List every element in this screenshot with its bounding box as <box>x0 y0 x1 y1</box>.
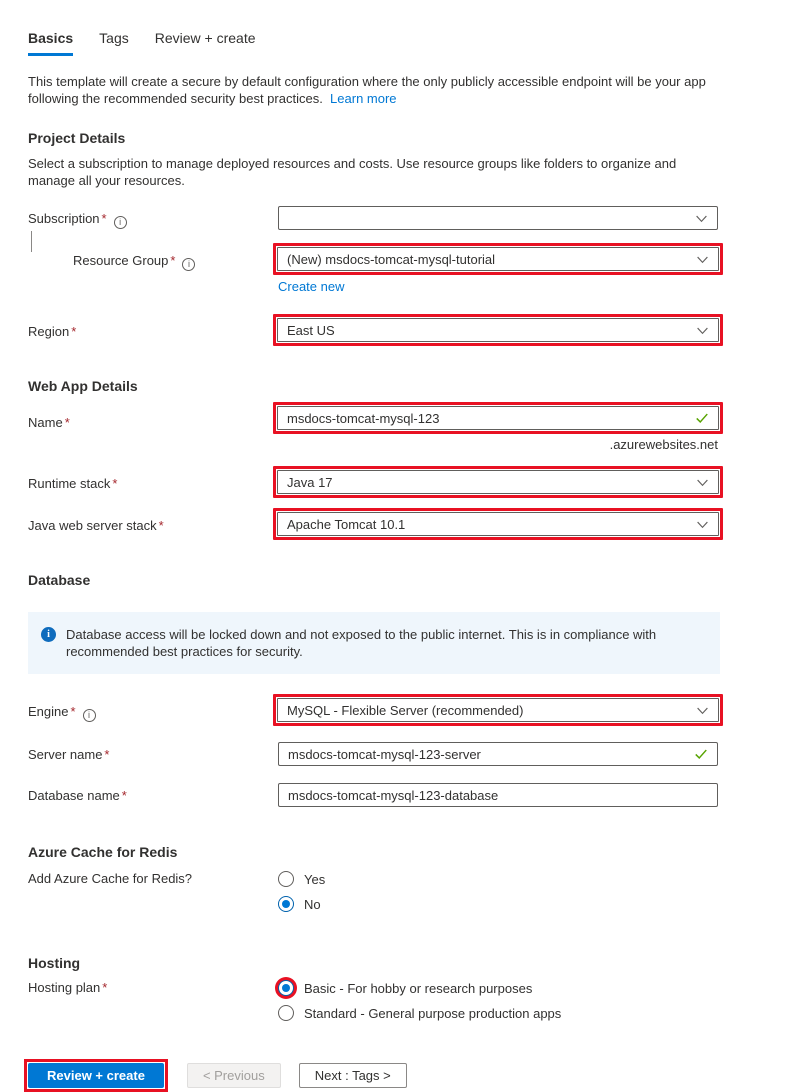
java-stack-row <box>28 513 718 535</box>
runtime-stack-label <box>28 471 278 492</box>
review-create-button[interactable]: Review + create <box>28 1063 164 1088</box>
database-name-row <box>28 783 718 807</box>
required-marker: * <box>170 253 176 268</box>
server-name-label <box>28 742 278 763</box>
required-marker: * <box>101 211 107 226</box>
chevron-down-icon <box>696 324 709 337</box>
chevron-down-icon <box>696 518 709 531</box>
database-heading: Database <box>28 572 91 588</box>
subscription-label <box>28 206 278 229</box>
previous-button[interactable]: < Previous <box>187 1063 281 1088</box>
database-name-label-text: Database name <box>28 788 120 803</box>
name-label <box>28 407 278 431</box>
database-info-text: Database access will be locked down and not exposed to the public internet. This is in compliance with recommended best practices for security. <box>66 627 657 659</box>
region-row <box>28 319 718 341</box>
required-marker: * <box>70 704 76 719</box>
required-marker: * <box>112 476 118 491</box>
radio-selected-annotated-icon[interactable] <box>278 980 294 996</box>
redis-option-yes-label: Yes <box>304 871 326 887</box>
engine-label-text: Engine <box>28 704 69 719</box>
database-name-input[interactable] <box>278 783 718 807</box>
name-annotation <box>273 402 723 434</box>
region-dropdown[interactable] <box>277 318 719 342</box>
chevron-down-icon <box>695 212 708 225</box>
redis-heading: Azure Cache for Redis <box>28 844 178 860</box>
hosting-option-standard[interactable] <box>278 1005 718 1021</box>
chevron-down-icon <box>696 253 709 266</box>
redis-option-no-label: No <box>304 896 321 912</box>
resource-group-dropdown[interactable] <box>277 247 719 271</box>
required-marker: * <box>158 518 164 533</box>
java-stack-value: Apache Tomcat 10.1 <box>287 516 406 532</box>
runtime-stack-dropdown[interactable] <box>277 470 719 494</box>
database-name-value: msdocs-tomcat-mysql-123-database <box>288 787 499 803</box>
hosting-option-basic[interactable] <box>278 980 718 996</box>
redis-question-label-text: Add Azure Cache for Redis? <box>28 871 193 886</box>
hosting-option-basic-label: Basic - For hobby or research purposes <box>304 980 533 996</box>
server-name-row <box>28 742 718 766</box>
required-marker: * <box>121 788 127 803</box>
engine-row <box>28 699 718 722</box>
region-annotation <box>273 314 723 346</box>
web-app-details-heading: Web App Details <box>28 378 138 394</box>
subscription-dropdown[interactable] <box>278 206 718 230</box>
learn-more-link[interactable]: Learn more <box>330 91 397 106</box>
create-new-link[interactable]: Create new <box>278 279 345 294</box>
hosting-plan-radio-group <box>278 978 718 1021</box>
info-icon[interactable]: i <box>83 709 96 722</box>
info-filled-icon: i <box>41 627 56 642</box>
resource-group-row <box>28 248 718 294</box>
tab-review-create[interactable]: Review + create <box>154 30 256 46</box>
required-marker: * <box>71 324 77 339</box>
engine-label <box>28 699 278 722</box>
valid-check-icon <box>695 411 709 425</box>
info-icon[interactable]: i <box>182 258 195 271</box>
redis-option-yes[interactable] <box>278 871 718 887</box>
server-name-input[interactable] <box>278 742 718 766</box>
engine-annotation <box>273 694 723 726</box>
tab-basics[interactable]: Basics <box>28 30 73 56</box>
region-label <box>28 319 278 340</box>
valid-check-icon <box>694 747 708 761</box>
intro-description: This template will create a secure by default configuration where the only publicly accessible endpoint will be your app following the recommended security best practices. <box>28 74 706 106</box>
resource-group-value: (New) msdocs-tomcat-mysql-tutorial <box>287 251 496 267</box>
tab-tags[interactable]: Tags <box>99 30 129 46</box>
name-input[interactable] <box>277 406 719 430</box>
name-row <box>28 407 718 452</box>
radio-unselected-icon[interactable] <box>278 1005 294 1021</box>
server-name-value: msdocs-tomcat-mysql-123-server <box>288 746 481 762</box>
wizard-footer <box>28 1059 718 1092</box>
runtime-stack-value: Java 17 <box>287 474 333 490</box>
resource-group-annotation <box>273 243 723 275</box>
redis-question-label <box>28 869 278 887</box>
name-value: msdocs-tomcat-mysql-123 <box>287 410 440 426</box>
resource-group-label <box>28 248 278 271</box>
runtime-stack-annotation <box>273 466 723 498</box>
engine-value: MySQL - Flexible Server (recommended) <box>287 702 524 718</box>
info-icon[interactable]: i <box>114 216 127 229</box>
redis-question-row <box>28 869 718 912</box>
runtime-stack-row <box>28 471 718 493</box>
chevron-down-icon <box>696 476 709 489</box>
database-name-label <box>28 783 278 804</box>
review-create-annotation <box>24 1059 168 1092</box>
region-label-text: Region <box>28 324 70 339</box>
engine-dropdown[interactable] <box>277 698 719 722</box>
project-details-description: Select a subscription to manage deployed resources and costs. Use resource groups like folders to organize and manage all your resources. <box>28 156 677 188</box>
redis-option-no[interactable] <box>278 896 718 912</box>
hosting-plan-label <box>28 978 278 996</box>
subscription-label-text: Subscription <box>28 211 100 226</box>
resource-group-label-text: Resource Group <box>73 253 169 268</box>
hosting-plan-row <box>28 978 718 1021</box>
radio-unselected-icon[interactable] <box>278 871 294 887</box>
java-stack-annotation <box>273 508 723 540</box>
name-label-text: Name <box>28 415 63 430</box>
intro-text <box>28 73 718 107</box>
project-details-heading: Project Details <box>28 130 126 146</box>
subscription-row <box>28 206 718 230</box>
java-stack-label-text: Java web server stack <box>28 518 157 533</box>
chevron-down-icon <box>696 704 709 717</box>
hosting-heading: Hosting <box>28 955 81 971</box>
domain-suffix: .azurewebsites.net <box>609 437 718 452</box>
required-marker: * <box>104 747 110 762</box>
next-tags-button[interactable]: Next : Tags > <box>299 1063 407 1088</box>
runtime-stack-label-text: Runtime stack <box>28 476 111 491</box>
java-stack-dropdown[interactable] <box>277 512 719 536</box>
redis-radio-group <box>278 869 718 912</box>
hosting-option-standard-label: Standard - General purpose production apps <box>304 1005 562 1021</box>
radio-selected-icon[interactable] <box>278 896 294 912</box>
required-marker: * <box>64 415 70 430</box>
server-name-label-text: Server name <box>28 747 103 762</box>
required-marker: * <box>102 980 108 995</box>
region-value: East US <box>287 322 335 338</box>
hosting-plan-label-text: Hosting plan <box>28 980 101 995</box>
wizard-tabs <box>28 30 718 56</box>
java-stack-label <box>28 513 278 534</box>
database-info-bar <box>28 612 720 674</box>
